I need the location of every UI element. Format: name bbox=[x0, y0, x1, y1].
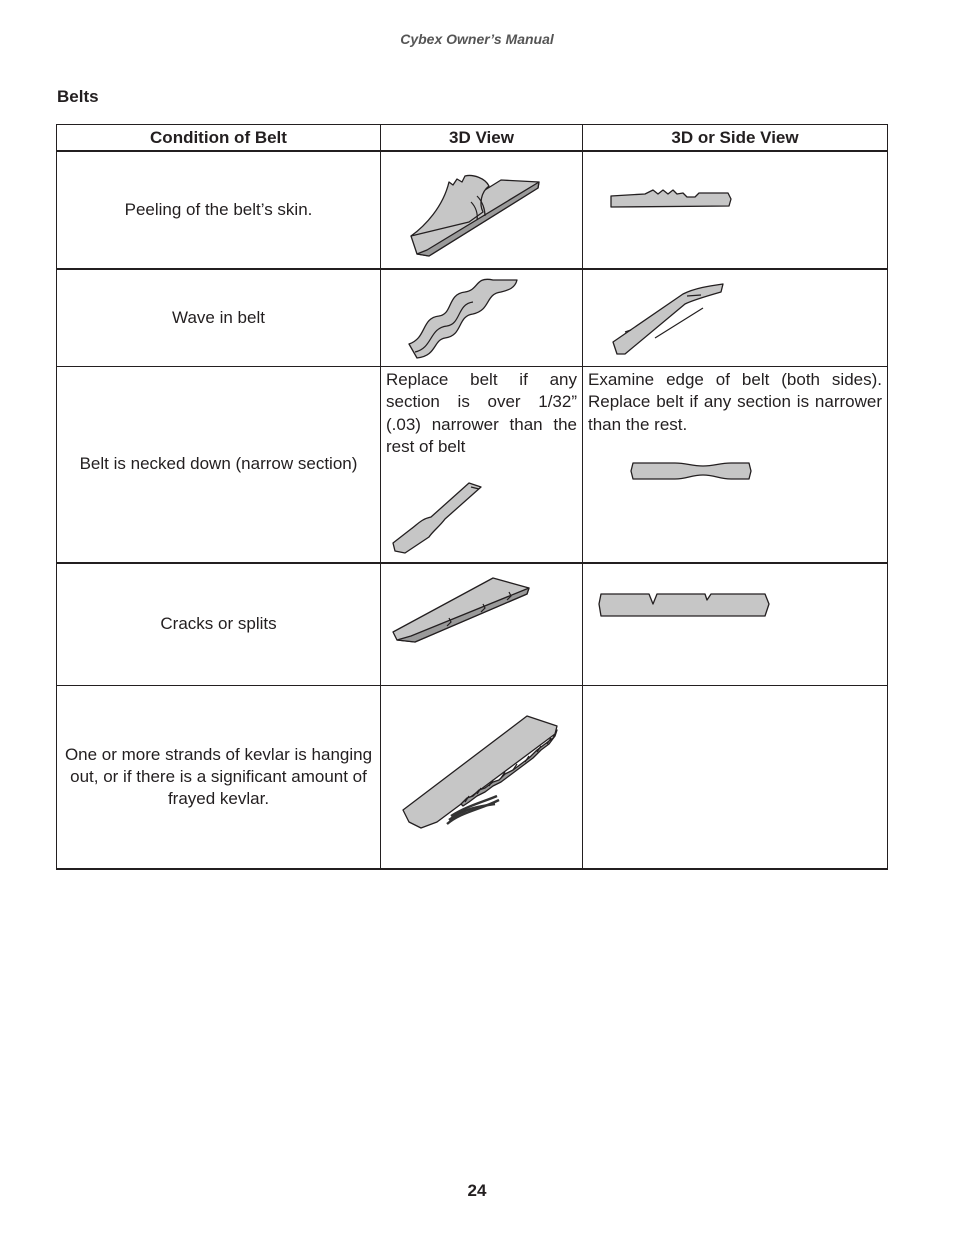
peeling-belt-side-illustration bbox=[583, 152, 888, 270]
table-row bbox=[57, 563, 888, 685]
column-header-side-view: 3D or Side View bbox=[583, 125, 888, 152]
condition-cell: Belt is necked down (narrow section) bbox=[57, 366, 381, 563]
necked-belt-side-illustration bbox=[583, 367, 888, 564]
wave-belt-side-illustration bbox=[583, 270, 888, 367]
column-header-3d-view: 3D View bbox=[381, 125, 583, 152]
side-view-cell bbox=[583, 563, 888, 685]
table-row bbox=[57, 685, 888, 869]
view3d-replacement-note: Replace belt if any section is over 1/32” (.03) narrower than the rest of belt bbox=[386, 369, 577, 456]
column-header-condition: Condition of Belt bbox=[57, 125, 381, 152]
belt-condition-table bbox=[56, 124, 888, 870]
running-header: Cybex Owner’s Manual bbox=[400, 31, 554, 47]
wave-belt-3d-illustration bbox=[381, 270, 583, 367]
table-header-row bbox=[57, 125, 888, 152]
table-row bbox=[57, 151, 888, 269]
side-view-cell bbox=[583, 366, 888, 563]
side-view-cell bbox=[583, 269, 888, 366]
table-row bbox=[57, 269, 888, 366]
view3d-cell bbox=[381, 151, 583, 269]
condition-cell: One or more strands of kevlar is hanging out, or if there is a significant amount of frayed kevlar. bbox=[57, 685, 381, 869]
table-row bbox=[57, 366, 888, 563]
peeling-belt-3d-illustration bbox=[381, 152, 583, 270]
condition-cell: Wave in belt bbox=[57, 269, 381, 366]
view3d-cell bbox=[381, 685, 583, 869]
condition-cell: Peeling of the belt’s skin. bbox=[57, 151, 381, 269]
cracked-belt-side-illustration bbox=[583, 564, 888, 686]
side-view-cell bbox=[583, 151, 888, 269]
view3d-cell bbox=[381, 269, 583, 366]
condition-cell: Cracks or splits bbox=[57, 563, 381, 685]
cracked-belt-3d-illustration bbox=[381, 564, 583, 686]
necked-belt-3d-illustration bbox=[381, 367, 583, 564]
frayed-kevlar-belt-3d-illustration bbox=[381, 686, 583, 870]
side-view-replacement-note: Examine edge of belt (both sides). Replace belt if any section is narrower than the rest. bbox=[588, 369, 882, 434]
view3d-cell bbox=[381, 563, 583, 685]
view3d-cell bbox=[381, 366, 583, 563]
page-number: 24 bbox=[467, 1181, 487, 1200]
side-view-cell bbox=[583, 685, 888, 869]
section-title: Belts bbox=[57, 87, 99, 106]
